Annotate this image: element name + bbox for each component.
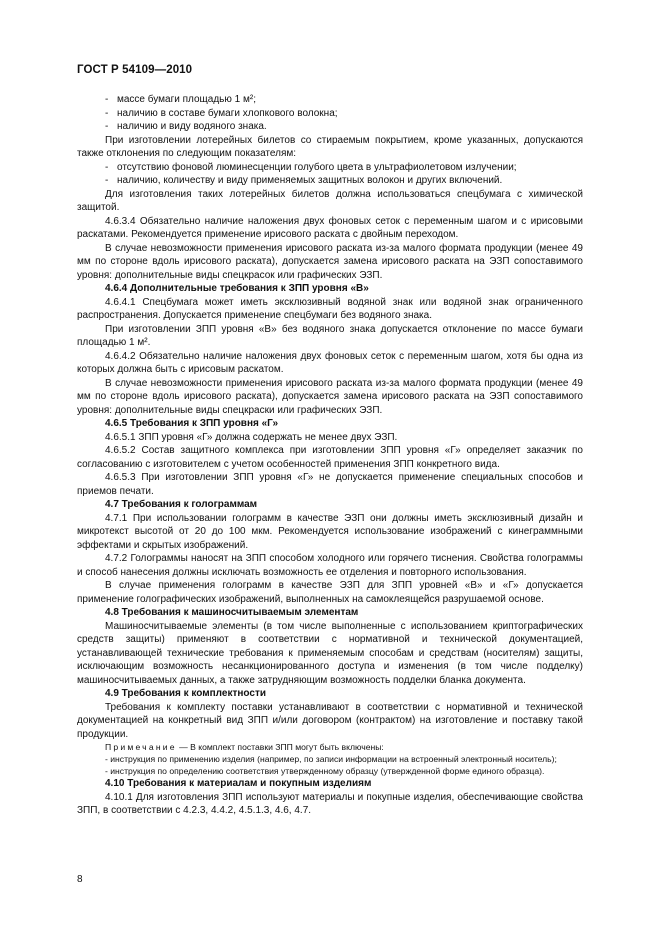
section-heading: 4.6.4 Дополнительные требования к ЗПП уровня «В»	[105, 283, 369, 294]
paragraph: Машиносчитываемые элементы (в том числе выполненные с использованием криптографических средств защиты) применяют в соответствии с нормативной и технической документацией, устанавливающей технические требования к применяемым способам и средствам (носителям) защиты, исключающим возможность несанкционированного доступа и изменения (в том числе подделку) машиносчитываемых данных, а также затрудняющим возможность подделки бланка документа.	[77, 620, 583, 686]
note	[77, 741, 583, 753]
document-header: ГОСТ Р 54109—2010	[77, 64, 193, 76]
paragraph: Для изготовления таких лотерейных билетов должна использоваться спецбумага с химической защитой.	[77, 188, 583, 213]
section-heading: 4.9 Требования к комплектности	[105, 688, 266, 699]
paragraph: 4.6.5.1 ЗПП уровня «Г» должна содержать не менее двух ЭЗП.	[105, 431, 398, 443]
paragraph: При изготовлении ЗПП уровня «В» без водяного знака допускается отклонение по массе бумаги площадью 1 м².	[77, 323, 583, 348]
paragraph: В случае невозможности применения ирисового раската из-за малого формата продукции (менее 49 мм по стороне вдоль ирисового раската), допускается замена ирисового раската на ЭЗП сопоставимого уровня: дополнительные виды спецкраски или графических ЭЗП.	[77, 377, 583, 416]
section-heading: 4.8 Требования к машиносчитываемым элементам	[105, 607, 359, 618]
page-number: 8	[77, 874, 83, 885]
note-item: - инструкция по применению изделия (например, по записи информации на встроенный электронный носитель);	[105, 754, 557, 764]
section-heading: 4.7 Требования к голограммам	[105, 499, 258, 510]
paragraph: 4.6.4.2 Обязательно наличие наложения двух фоновых сеток с переменным шагом, хотя бы одна из которых должна быть с ирисовым раскатом.	[77, 350, 583, 375]
paragraph: 4.6.3.4 Обязательно наличие наложения двух фоновых сеток с переменным шагом и с ирисовыми раскатами. Рекомендуется применение ирисового раската с двойным переходом.	[77, 215, 583, 240]
list-item: - наличию, количеству и виду применяемых защитных волокон и других включений.	[105, 175, 503, 186]
list-item: - отсутствию фоновой люминесценции голубого цвета в ультрафиолетовом излучении;	[105, 161, 517, 173]
paragraph: 4.6.4.1 Спецбумага может иметь эксклюзивный водяной знак или водяной знак ограниченного распространения. Допускается применение спецбумаги без водяного знака.	[77, 296, 583, 321]
paragraph: В случае невозможности применения ирисового раската из-за малого формата продукции (менее 49 мм по стороне вдоль ирисового раската), допускается замена ирисового раската на ЭЗП сопоставимого уровня: дополнительные виды спецкрасок или графических ЭЗП.	[77, 242, 583, 281]
paragraph: В случае применения голограмм в качестве ЭЗП для ЗПП уровней «В» и «Г» допускается применение голографических изображений, выполненных на самоклеящейся разрушаемой основе.	[77, 580, 583, 605]
paragraph: 4.7.2 Голограммы наносят на ЗПП способом холодного или горячего тиснения. Свойства голограммы и способ нанесения должны исключать возможность ее отделения и повторного использования.	[77, 553, 583, 578]
section-heading: 4.10 Требования к материалам и покупным изделиям	[105, 778, 372, 789]
page-body	[77, 93, 583, 818]
paragraph: Требования к комплекту поставки устанавливают в соответствии с нормативной и технической документацией на конкретный вид ЗПП и/или договором (контрактом) на изготовление и поставку такой продукции.	[77, 701, 583, 740]
list-item: - массе бумаги площадью 1 м²;	[105, 94, 256, 105]
paragraph: 4.6.5.2 Состав защитного комплекса при изготовлении ЗПП уровня «Г» определяет заказчик по согласованию с изготовителем с учетом особенностей применения ЗПП конкретного вида.	[77, 445, 583, 470]
paragraph: При изготовлении лотерейных билетов со стираемым покрытием, кроме указанных, допускаются также отклонения по следующим показателям:	[77, 134, 583, 159]
paragraph: 4.6.5.3 При изготовлении ЗПП уровня «Г» не допускается применение специальных способов и приемов печати.	[77, 472, 583, 497]
paragraph: 4.10.1 Для изготовления ЗПП используют материалы и покупные изделия, обеспечивающие свойства ЗПП, в соответствии с 4.2.3, 4.4.2, 4.5.1.3, 4.6, 4.7.	[77, 791, 583, 816]
note-item: - инструкция по определению соответствия утвержденному образцу (утвержденной форме единого образца).	[105, 766, 545, 776]
list-item: - наличию и виду водяного знака.	[105, 121, 267, 132]
section-heading: 4.6.5 Требования к ЗПП уровня «Г»	[105, 418, 279, 429]
list-item: - наличию в составе бумаги хлопкового волокна;	[105, 107, 338, 119]
paragraph: 4.7.1 При использовании голограмм в качестве ЭЗП они должны иметь эксклюзивный дизайн и микротекст высотой от 20 до 100 мкм. Рекомендуется использование изображений с кинеграммными эффектами и скрытых изображений.	[77, 512, 583, 551]
note-label: Примечание	[105, 742, 177, 752]
note-text: — В комплект поставки ЗПП могут быть включены:	[176, 742, 384, 752]
